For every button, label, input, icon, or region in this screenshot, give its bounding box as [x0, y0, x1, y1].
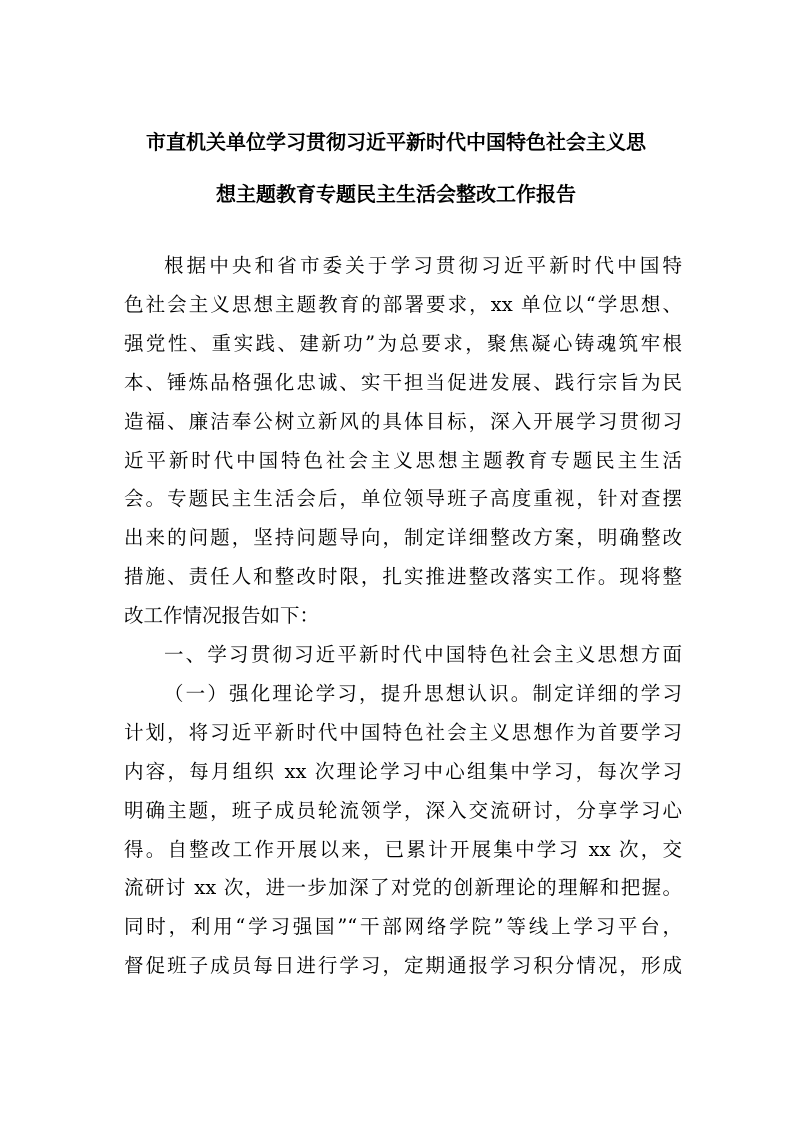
body-text-line: 根据中央和省市委关于学习贯彻习近平新时代中国特 [164, 254, 682, 277]
body-text-line: 出来的问题，坚持问题导向，制定详细整改方案，明确整改 [124, 526, 682, 549]
body-text-line: 措施、责任人和整改时限，扎实推进整改落实工作。现将整 [124, 565, 682, 588]
body-text-line: 色社会主义思想主题教育的部署要求，xx 单位以“学思想、 [124, 293, 682, 316]
body-text-line: 内容，每月组织 xx 次理论学习中心组集中学习，每次学习 [124, 760, 682, 783]
body-text-line: 强党性、重实践、建新功”为总要求，聚焦凝心铸魂筑牢根 [124, 332, 682, 355]
body-text-line: 督促班子成员每日进行学习，定期通报学习积分情况，形成 [124, 954, 682, 977]
body-text-line: 流研讨 xx 次，进一步加深了对党的创新理论的理解和把握。 [124, 876, 682, 899]
body-text-line: （一）强化理论学习，提升思想认识。制定详细的学习 [164, 682, 682, 705]
body-text-line: 计划，将习近平新时代中国特色社会主义思想作为首要学习 [124, 721, 682, 744]
body-text-line: 明确主题，班子成员轮流领学，深入交流研讨，分享学习心 [124, 799, 682, 822]
body-text-line: 改工作情况报告如下： [124, 604, 320, 627]
document-title-line-1: 市直机关单位学习贯彻习近平新时代中国特色社会主义思 [146, 130, 646, 154]
body-text-line: 近平新时代中国特色社会主义思想主题教育专题民主生活 [124, 449, 682, 472]
body-text-line: 会。专题民主生活会后，单位领导班子高度重视，针对查摆 [124, 487, 682, 510]
body-text-line: 同时，利用“学习强国”“干部网络学院”等线上学习平台， [124, 915, 682, 938]
body-text-line: 本、锤炼品格强化忠诚、实干担当促进发展、践行宗旨为民 [124, 371, 682, 394]
document-title-line-2: 想主题教育专题民主生活会整改工作报告 [216, 182, 576, 206]
body-text-line: 得。自整改工作开展以来，已累计开展集中学习 xx 次，交 [124, 838, 682, 861]
body-text-line: 一、学习贯彻习近平新时代中国特色社会主义思想方面 [164, 643, 682, 666]
body-text-line: 造福、廉洁奉公树立新风的具体目标，深入开展学习贯彻习 [124, 410, 682, 433]
